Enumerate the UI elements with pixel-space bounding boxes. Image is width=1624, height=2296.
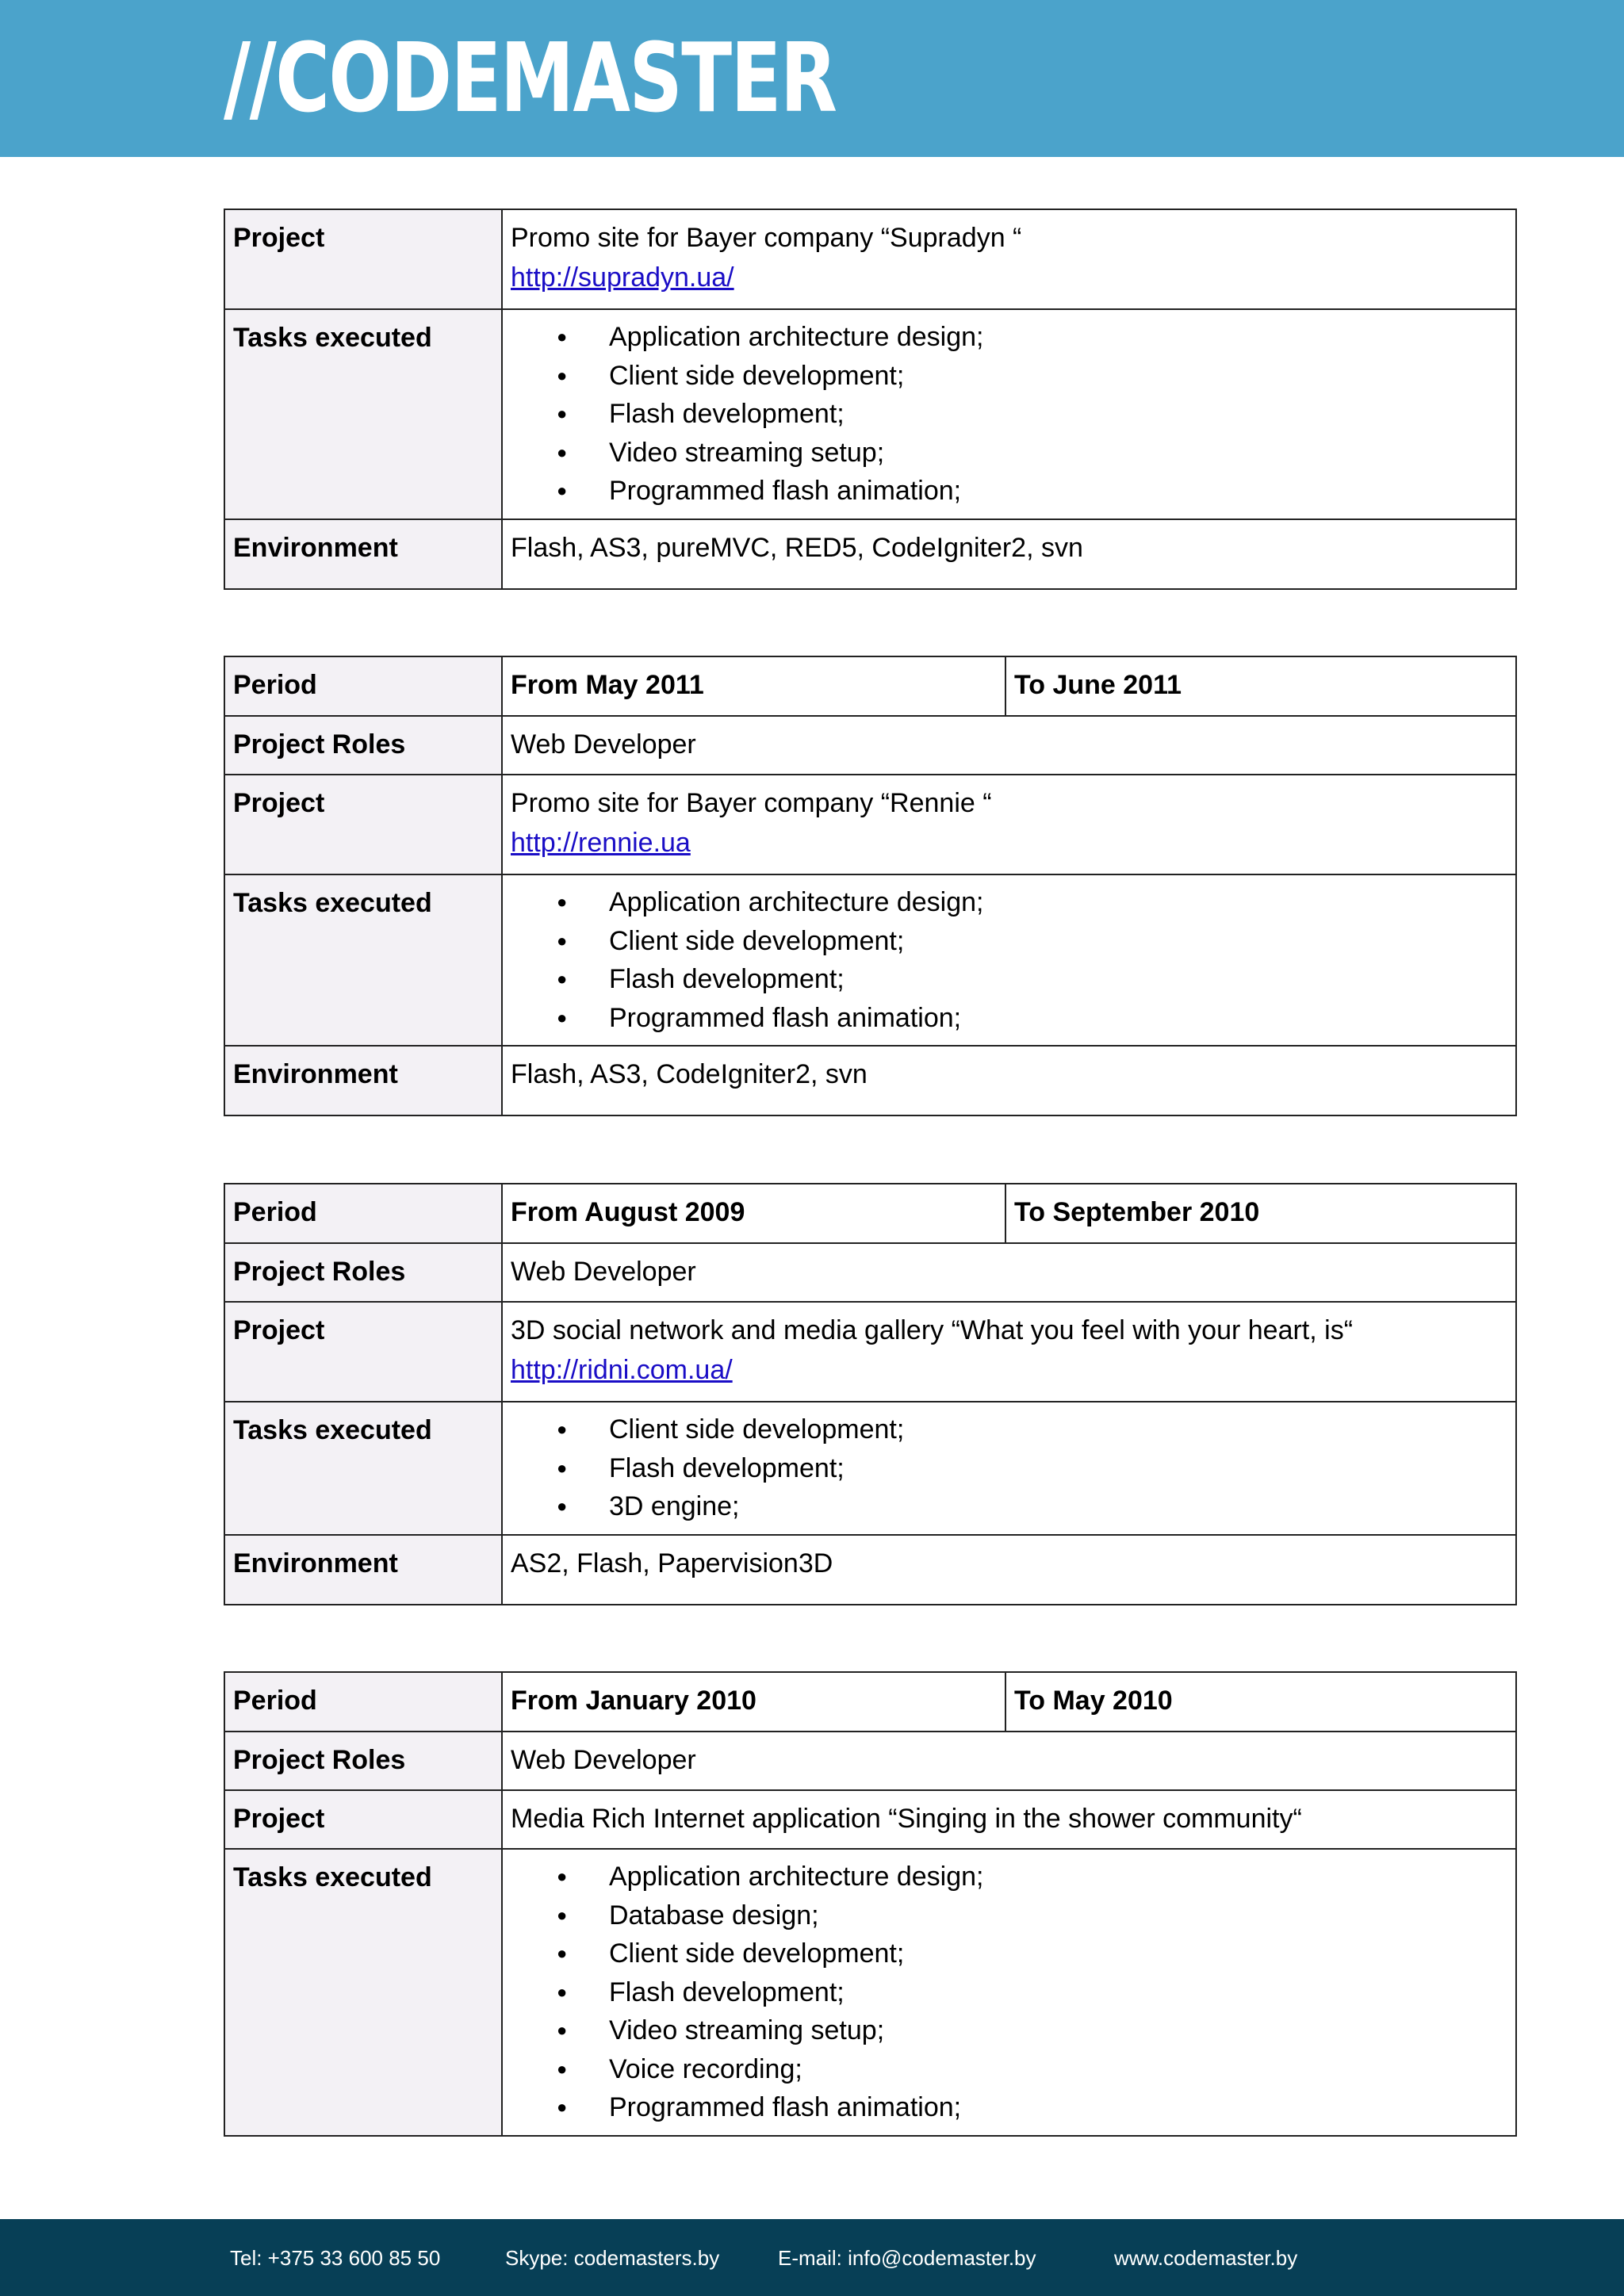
environment-value: AS2, Flash, Papervision3D [502, 1535, 1516, 1605]
list-item: ● Database design; [557, 1896, 1507, 1935]
period-to: To May 2010 [1005, 1672, 1516, 1732]
project-table-supradyn [224, 209, 1517, 590]
list-item: ● 3D engine; [557, 1487, 1507, 1526]
page-footer [0, 2219, 1624, 2296]
environment-value: Flash, AS3, CodeIgniter2, svn [502, 1046, 1516, 1115]
tasks-label: Tasks executed [224, 1402, 502, 1535]
footer-website[interactable]: www.codemaster.by [1114, 2246, 1298, 2270]
project-link[interactable]: http://ridni.com.ua/ [511, 1355, 733, 1385]
period-label: Period [224, 1184, 502, 1243]
project-name: Promo site for Bayer company “Supradyn “ [511, 223, 1022, 253]
tasks-list [511, 1410, 1507, 1526]
list-item: ● Flash development; [557, 395, 1507, 434]
list-item: ● Application architecture design; [557, 318, 1507, 357]
list-item: ● Client side development; [557, 1410, 1507, 1449]
page-header [0, 0, 1624, 157]
tasks-cell [502, 874, 1516, 1046]
project-table-singing [224, 1671, 1517, 2137]
project-cell [502, 1302, 1516, 1402]
roles-value: Web Developer [502, 1243, 1516, 1302]
list-item: ● Application architecture design; [557, 883, 1507, 922]
tasks-list [511, 1858, 1507, 2127]
project-label: Project [224, 1790, 502, 1849]
list-item: ● Voice recording; [557, 2050, 1507, 2089]
roles-label: Project Roles [224, 1243, 502, 1302]
footer-email[interactable]: E-mail: info@codemaster.by [778, 2246, 1036, 2270]
tasks-label: Tasks executed [224, 1849, 502, 2136]
roles-value: Web Developer [502, 716, 1516, 775]
list-item: ● Programmed flash animation; [557, 472, 1507, 511]
period-from: From January 2010 [502, 1672, 1005, 1732]
project-cell [502, 209, 1516, 309]
environment-label: Environment [224, 1046, 502, 1115]
list-item: ● Programmed flash animation; [557, 2088, 1507, 2127]
period-to: To June 2011 [1005, 656, 1516, 716]
list-item: ● Client side development; [557, 922, 1507, 961]
project-label: Project [224, 1302, 502, 1402]
environment-label: Environment [224, 519, 502, 589]
project-label: Project [224, 209, 502, 309]
tasks-list [511, 883, 1507, 1037]
list-item: ● Flash development; [557, 1449, 1507, 1488]
project-cell [502, 775, 1516, 874]
project-name: Promo site for Bayer company “Rennie “ [511, 788, 992, 818]
roles-label: Project Roles [224, 1732, 502, 1790]
project-link[interactable]: http://supradyn.ua/ [511, 262, 734, 293]
footer-skype: Skype: codemasters.by [505, 2246, 720, 2270]
period-from: From August 2009 [502, 1184, 1005, 1243]
list-item: ● Application architecture design; [557, 1858, 1507, 1896]
environment-value: Flash, AS3, pureMVC, RED5, CodeIgniter2, svn [502, 519, 1516, 589]
tasks-label: Tasks executed [224, 874, 502, 1046]
tasks-label: Tasks executed [224, 309, 502, 519]
project-name: 3D social network and media gallery “What you feel with your heart, is“ [511, 1315, 1354, 1345]
tasks-list [511, 318, 1507, 511]
project-table-ridni [224, 1183, 1517, 1605]
footer-phone: Tel: +375 33 600 85 50 [230, 2246, 441, 2270]
tasks-cell [502, 309, 1516, 519]
tasks-cell [502, 1849, 1516, 2136]
project-name: Media Rich Internet application “Singing in the shower community“ [502, 1790, 1516, 1849]
period-label: Period [224, 1672, 502, 1732]
tasks-cell [502, 1402, 1516, 1535]
company-logo: //CODEMASTER [224, 24, 837, 134]
roles-label: Project Roles [224, 716, 502, 775]
list-item: ● Flash development; [557, 960, 1507, 999]
period-label: Period [224, 656, 502, 716]
list-item: ● Video streaming setup; [557, 2011, 1507, 2050]
list-item: ● Flash development; [557, 1973, 1507, 2012]
project-link[interactable]: http://rennie.ua [511, 828, 691, 858]
environment-label: Environment [224, 1535, 502, 1605]
list-item: ● Video streaming setup; [557, 434, 1507, 473]
roles-value: Web Developer [502, 1732, 1516, 1790]
list-item: ● Programmed flash animation; [557, 999, 1507, 1038]
project-label: Project [224, 775, 502, 874]
list-item: ● Client side development; [557, 357, 1507, 396]
period-to: To September 2010 [1005, 1184, 1516, 1243]
list-item: ● Client side development; [557, 1934, 1507, 1973]
project-table-rennie [224, 656, 1517, 1116]
period-from: From May 2011 [502, 656, 1005, 716]
